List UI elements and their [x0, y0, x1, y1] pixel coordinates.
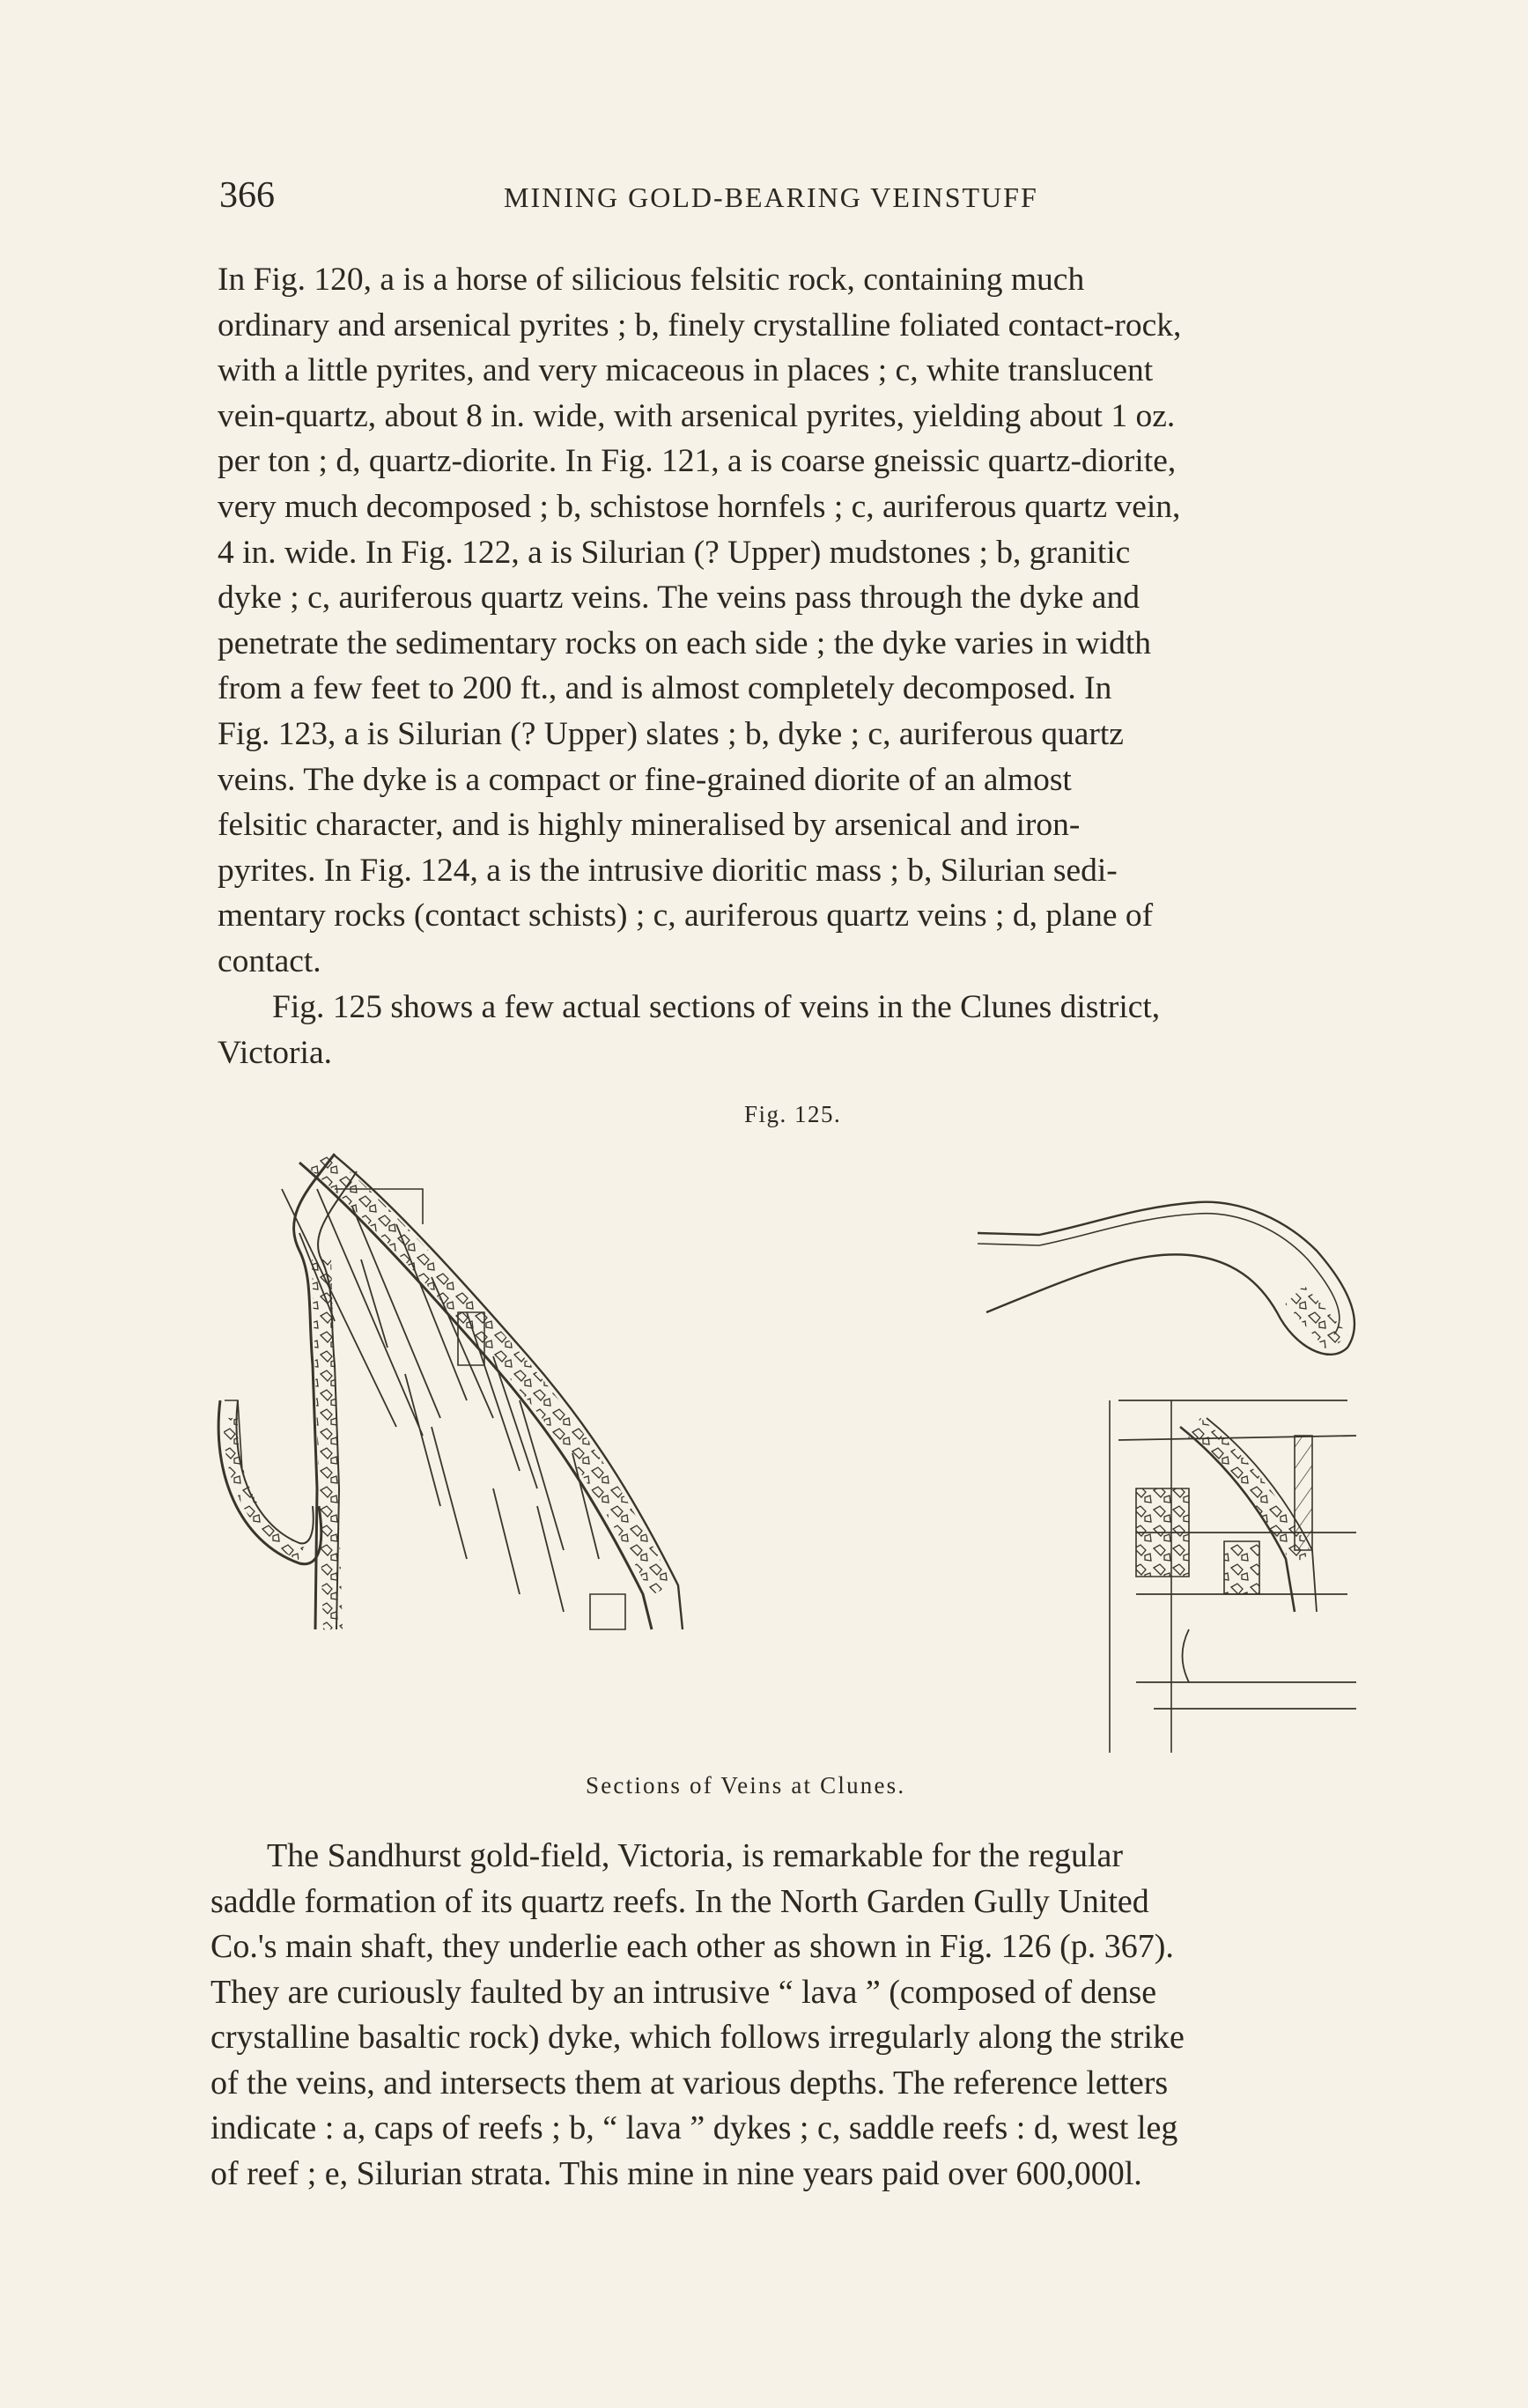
text-line: with a little pyrites, and very micaceous in places ; c, white translucent	[218, 352, 1154, 389]
text-line: They are curiously faulted by an intrusive “ lava ” (composed of dense	[210, 1973, 1157, 2011]
text-line: felsitic character, and is highly mineralised by arsenical and iron-	[218, 807, 1081, 844]
text-line: dyke ; c, auriferous quartz veins. The veins pass through the dyke and	[218, 580, 1140, 617]
paragraph-sandhurst	[210, 1834, 1402, 2197]
text-line: penetrate the sedimentary rocks on each side ; the dyke varies in width	[218, 624, 1152, 661]
text-line: per ton ; d, quartz-diorite. In Fig. 121, a is coarse gneissic quartz-diorite,	[218, 443, 1177, 480]
text-line: of the veins, and intersects them at various depths. The reference letters	[210, 2064, 1169, 2101]
figure-illustration	[203, 1136, 1418, 1753]
text-line: Victoria.	[218, 1034, 332, 1071]
text-line: Fig. 125 shows a few actual sections of veins in the Clunes district,	[272, 989, 1161, 1025]
text-line: pyrites. In Fig. 124, a is the intrusive dioritic mass ; b, Silurian sedi-	[218, 852, 1118, 889]
text-line: very much decomposed ; b, schistose hornfels ; c, auriferous quartz vein,	[218, 488, 1181, 525]
page-number: 366	[219, 175, 275, 216]
section-wavy-vein	[978, 1202, 1355, 1355]
text-line: mentary rocks (contact schists) ; c, auriferous quartz veins ; d, plane of	[218, 897, 1154, 934]
text-line: The Sandhurst gold-field, Victoria, is remarkable for the regular	[267, 1837, 1124, 1874]
text-line: ordinary and arsenical pyrites ; b, finely crystalline foliated contact-rock,	[218, 307, 1182, 343]
text-line: 4 in. wide. In Fig. 122, a is Silurian (? Upper) mudstones ; b, granitic	[218, 534, 1131, 571]
text-line: of reef ; e, Silurian strata. This mine in nine years paid over 600,000l.	[210, 2154, 1142, 2192]
running-head: MINING GOLD-BEARING VEINSTUFF	[504, 181, 1038, 213]
section-inclined-vein	[282, 1154, 683, 1629]
figure-caption: Sections of Veins at Clunes.	[586, 1772, 906, 1799]
section-stepped-vein	[1110, 1400, 1356, 1753]
text-line: Fig. 123, a is Silurian (? Upper) slates ; b, dyke ; c, auriferous quartz	[218, 715, 1124, 752]
paragraph-fig-120-124	[218, 257, 1408, 985]
text-line: crystalline basaltic rock) dyke, which follows irregularly along the strike	[210, 2019, 1185, 2056]
text-line: saddle formation of its quartz reefs. In the North Garden Gully United	[210, 1882, 1149, 1920]
text-line: from a few feet to 200 ft., and is almost completely decomposed. In	[218, 670, 1112, 707]
page-header	[209, 174, 1415, 218]
text-line: Co.'s main shaft, they underlie each other as shown in Fig. 126 (p. 367).	[210, 1928, 1174, 1965]
text-line: indicate : a, caps of reefs ; b, “ lava ” dykes ; c, saddle reefs : d, west leg	[210, 2109, 1178, 2146]
section-hook-vein	[218, 1154, 357, 1629]
text-line: vein-quartz, about 8 in. wide, with arsenical pyrites, yielding about 1 oz.	[218, 397, 1176, 434]
paragraph-fig-125-intro	[218, 985, 1408, 1075]
figure-label: Fig. 125.	[744, 1101, 842, 1127]
text-line: In Fig. 120, a is a horse of silicious felsitic rock, containing much	[218, 262, 1085, 298]
text-line: contact.	[218, 942, 321, 979]
text-line: veins. The dyke is a compact or fine-grained diorite of an almost	[218, 761, 1072, 798]
